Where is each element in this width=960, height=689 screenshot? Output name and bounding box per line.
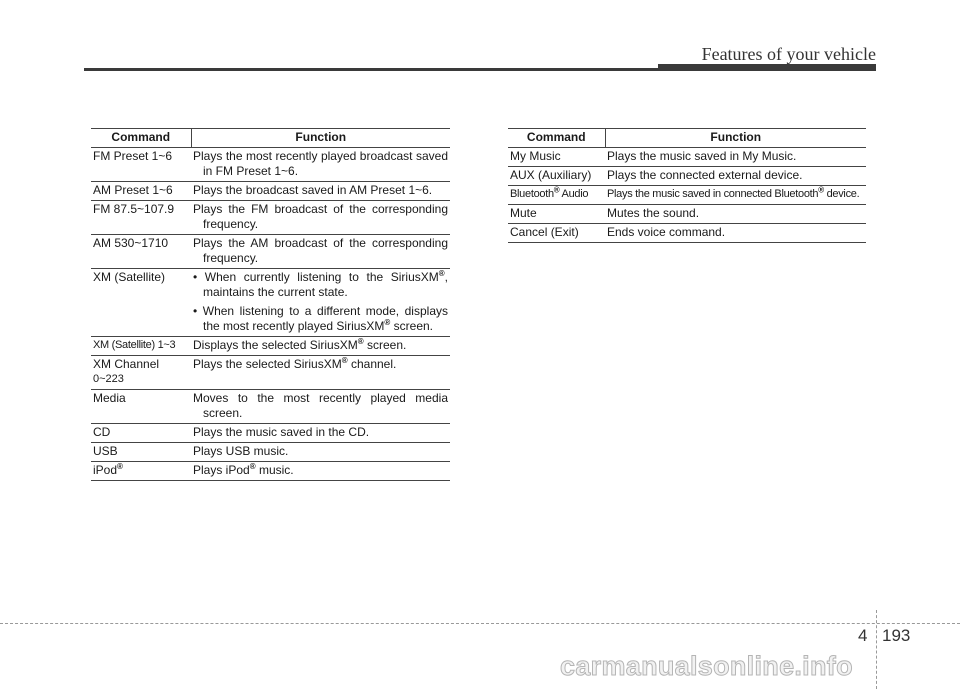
command-cell: AM Preset 1~6 <box>91 182 191 201</box>
function-text: Mutes the sound. <box>607 206 700 220</box>
function-cell <box>605 167 866 186</box>
registered-mark: ® <box>357 337 364 346</box>
function-cell <box>191 443 450 462</box>
column-header-command: Command <box>508 129 605 148</box>
chapter-number: 4 <box>858 626 868 645</box>
header-tab-bar <box>658 64 876 71</box>
table-row <box>91 148 450 182</box>
footer-vertical-dashed-rule <box>876 610 877 689</box>
function-text: Plays the music saved in the CD. <box>193 425 370 439</box>
function-text: Plays the connected external device. <box>607 168 803 182</box>
command-cell: CD <box>91 424 191 443</box>
command-cell: XM (Satellite) <box>91 269 191 337</box>
command-cell <box>91 356 191 390</box>
command-cell: Cancel (Exit) <box>508 224 605 243</box>
table-row <box>91 443 450 462</box>
function-cell <box>191 148 450 182</box>
page-number: 193 <box>882 626 911 645</box>
function-cell <box>605 205 866 224</box>
function-text: Plays the AM broadcast of the corresponding frequency. <box>193 236 448 265</box>
registered-mark: ® <box>553 185 560 195</box>
table-row <box>508 148 866 167</box>
function-cell <box>605 224 866 243</box>
registered-mark: ® <box>384 318 391 327</box>
function-text <box>193 357 448 372</box>
command-text: XM Channel <box>93 357 160 371</box>
column-header-function: Function <box>605 129 866 148</box>
bullet-text: screen. <box>390 319 433 333</box>
footer-dashed-rule <box>0 623 960 624</box>
table-row <box>508 167 866 186</box>
registered-mark: ® <box>341 356 348 365</box>
watermark: carmanualsonline.info <box>560 651 853 681</box>
bullet-text: • When currently listening to the SiriusXM <box>193 270 439 284</box>
command-cell: AM 530~1710 <box>91 235 191 269</box>
function-text: Plays the broadcast saved in AM Preset 1~6. <box>193 183 433 197</box>
function-cell <box>191 462 450 481</box>
command-cell: XM (Satellite) 1~3 <box>91 337 191 356</box>
bullet-text: • When listening to a different mode, displays the most recently played SiriusXM <box>193 304 448 333</box>
command-cell <box>508 186 605 205</box>
bullet-item <box>193 270 448 300</box>
function-text-part: channel. <box>347 357 397 371</box>
function-cell <box>191 182 450 201</box>
function-text-part: device. <box>823 188 860 200</box>
function-cell <box>191 201 450 235</box>
column-header-command: Command <box>91 129 191 148</box>
function-text-part: screen. <box>363 338 407 352</box>
function-text-part: Displays the selected SiriusXM <box>193 338 358 352</box>
table-header-row <box>91 129 450 148</box>
command-cell <box>91 462 191 481</box>
table-row <box>508 205 866 224</box>
function-text-part: Plays the music saved in connected Bluetooth <box>607 188 819 200</box>
command-text: Bluetooth <box>510 188 554 200</box>
command-text: Audio <box>559 188 589 200</box>
command-cell: FM 87.5~107.9 <box>91 201 191 235</box>
function-text <box>193 463 448 478</box>
function-text <box>193 338 448 353</box>
function-text: Plays the FM broadcast of the corresponding frequency. <box>193 202 448 231</box>
command-cell: My Music <box>508 148 605 167</box>
table-row <box>91 462 450 481</box>
bullet-item <box>193 304 448 334</box>
table-row <box>91 337 450 356</box>
registered-mark: ® <box>249 462 256 471</box>
function-cell <box>605 148 866 167</box>
function-text-part: Plays the selected SiriusXM <box>193 357 342 371</box>
table-row <box>91 269 450 337</box>
table-row <box>91 390 450 424</box>
bullet-text: , maintains the current state. <box>203 270 448 299</box>
voice-command-table-left <box>91 128 450 481</box>
function-cell <box>191 424 450 443</box>
table-row <box>91 356 450 390</box>
command-cell: Mute <box>508 205 605 224</box>
function-text <box>607 187 864 202</box>
function-text: Moves to the most recently played media screen. <box>193 391 448 420</box>
function-cell <box>191 337 450 356</box>
column-header-function: Function <box>191 129 450 148</box>
table-row <box>508 186 866 205</box>
command-cell: USB <box>91 443 191 462</box>
command-text: iPod <box>93 463 118 477</box>
registered-mark: ® <box>117 462 123 471</box>
function-text: Plays USB music. <box>193 444 289 458</box>
command-cell: Media <box>91 390 191 424</box>
function-text: Plays the most recently played broadcast saved in FM Preset 1~6. <box>193 149 448 178</box>
table-row <box>91 182 450 201</box>
function-text-part: Plays iPod <box>193 463 250 477</box>
command-subtext: 0~223 <box>93 373 124 385</box>
registered-mark: ® <box>438 269 445 278</box>
function-cell <box>191 235 450 269</box>
function-text: Ends voice command. <box>607 225 726 239</box>
table-row <box>91 235 450 269</box>
function-cell <box>605 186 866 205</box>
registered-mark: ® <box>818 185 824 195</box>
table-row <box>91 424 450 443</box>
command-cell: FM Preset 1~6 <box>91 148 191 182</box>
function-cell <box>191 269 450 337</box>
function-text-part: music. <box>255 463 294 477</box>
function-cell <box>191 356 450 390</box>
table-row <box>91 201 450 235</box>
voice-command-table-right <box>508 128 866 243</box>
function-text: Plays the music saved in My Music. <box>607 149 797 163</box>
table-row <box>508 224 866 243</box>
command-cell: AUX (Auxiliary) <box>508 167 605 186</box>
function-cell <box>191 390 450 424</box>
page-section-title: Features of your vehicle <box>701 44 876 64</box>
table-header-row <box>508 129 866 148</box>
